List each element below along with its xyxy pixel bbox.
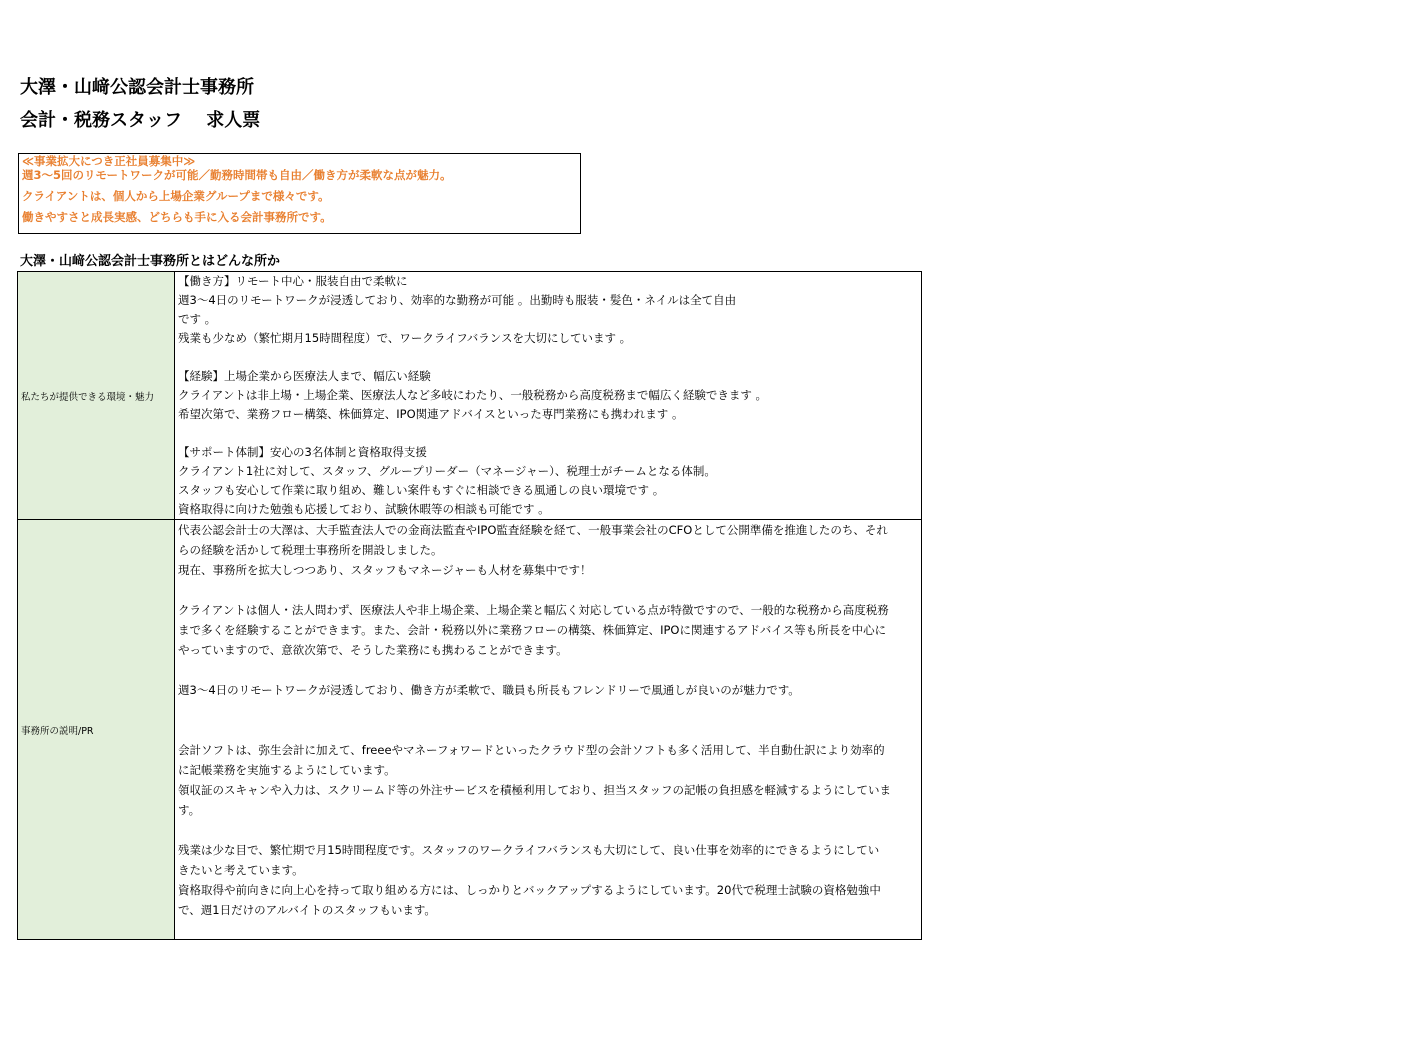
text-line: 領収証のスキャンや入力は、スクリームド等の外注サービスを積極利用しており、担当スタッフの記帳の負担感を軽減するようにしていま: [178, 783, 891, 797]
text-line: す。: [178, 803, 201, 817]
highlight-line: クライアントは、個人から上場企業グループまで様々です。: [22, 189, 330, 203]
text-line: [178, 720, 915, 740]
text-line: 資格取得や前向きに向上心を持って取り組める方には、しっかりとバックアップするようにしています。20代で税理士試験の資格勉強中: [178, 883, 881, 897]
text-line: 代表公認会計士の大澤は、大手監査法人での金商法監査やIPO監査経験を経て、一般事業会社のCFOとして公開準備を推進したのち、それ: [178, 523, 888, 537]
recruitment-highlight-box: [18, 153, 581, 234]
highlight-line: ≪事業拡大につき正社員募集中≫: [22, 154, 196, 168]
text-line: クライアントは個人・法人問わず、医療法人や非上場企業、上場企業と幅広く対応している点が特徴ですので、一般的な税務から高度税務: [178, 603, 889, 617]
text-line: 会計ソフトは、弥生会計に加えて、freeeやマネーフォワードといったクラウド型の会計ソフトも多く活用して、半自動仕訳により効率的: [178, 743, 885, 757]
text-line: です 。: [178, 312, 217, 326]
job-posting-title: 会計・税務スタッフ 求人票: [20, 110, 261, 131]
text-line: 残業は少な目で、繁忙期で月15時間程度です。スタッフのワークライフバランスも大切にして、良い仕事を効率的にできるようにしてい: [178, 843, 880, 857]
table-row: [18, 520, 922, 940]
text-line: 希望次第で、業務フロー構築、株価算定、IPO関連アドバイスといった専門業務にも携われます 。: [178, 407, 684, 421]
text-line: [178, 424, 915, 443]
text-line: 資格取得に向けた勉強も応援しており、試験休暇等の相談も可能です 。: [178, 502, 550, 516]
text-line: やっていますので、意欲次第で、そうした業務にも携わることができます。: [178, 643, 568, 657]
text-line: クライアントは非上場・上場企業、医療法人など多岐にわたり、一般税務から高度税務まで幅広く経験できます 。: [178, 388, 767, 402]
row-content-office-pr: [175, 520, 922, 940]
text-line: 【サポート体制】安心の3名体制と資格取得支援: [178, 445, 427, 459]
text-line: まで多くを経験することができます。また、会計・税務以外に業務フローの構築、株価算定、IPOに関連するアドバイス等も所長を中心に: [178, 623, 887, 637]
row-content-environment: [175, 272, 922, 520]
text-line: 【経験】上場企業から医療法人まで、幅広い経験: [178, 369, 431, 383]
text-line: [178, 348, 915, 367]
highlight-line: 働きやすさと成長実感、どちらも手に入る会計事務所です。: [22, 210, 332, 224]
section-heading: 大澤・山﨑公認会計士事務所とはどんな所か: [20, 254, 281, 269]
text-line: [178, 700, 915, 720]
text-line: に記帳業務を実施するようにしています。: [178, 763, 396, 777]
text-line: 【働き方】リモート中心・服装自由で柔軟に: [178, 274, 408, 288]
text-line: きたいと考えています。: [178, 863, 304, 877]
text-line: スタッフも安心して作業に取り組め、難しい案件もすぐに相談できる風通しの良い環境です 。: [178, 483, 665, 497]
text-line: [178, 820, 915, 840]
text-line: クライアント1社に対して、スタッフ、グループリーダー（マネージャー）、税理士がチームとなる体制。: [178, 464, 716, 478]
table-row: [18, 272, 922, 520]
text-line: 週3～4日のリモートワークが浸透しており、働き方が柔軟で、職員も所長もフレンドリーで風通しが良いのが魅力です。: [178, 683, 800, 697]
row-label-office-pr: 事務所の説明/PR: [18, 520, 175, 940]
text-line: 週3～4日のリモートワークが浸透しており、効率的な勤務が可能 。出勤時も服装・髪色・ネイルは全て自由: [178, 293, 737, 307]
text-line: らの経験を活かして税理士事務所を開設しました。: [178, 543, 443, 557]
text-line: [178, 660, 915, 680]
text-line: で、週1日だけのアルバイトのスタッフもいます。: [178, 903, 436, 917]
text-line: 残業も少なめ（繁忙期月15時間程度）で、ワークライフバランスを大切にしています 。: [178, 331, 632, 345]
row-label-environment: 私たちが提供できる環境・魅力: [18, 272, 175, 520]
highlight-line: 週3～5回のリモートワークが可能／勤務時間帯も自由／働き方が柔軟な点が魅力。: [22, 168, 452, 182]
text-line: [178, 580, 915, 600]
text-line: 現在、事務所を拡大しつつあり、スタッフもマネージャーも人材を募集中です！: [178, 563, 592, 577]
office-name-title: 大澤・山﨑公認会計士事務所: [20, 77, 254, 98]
office-info-table: [17, 271, 922, 940]
